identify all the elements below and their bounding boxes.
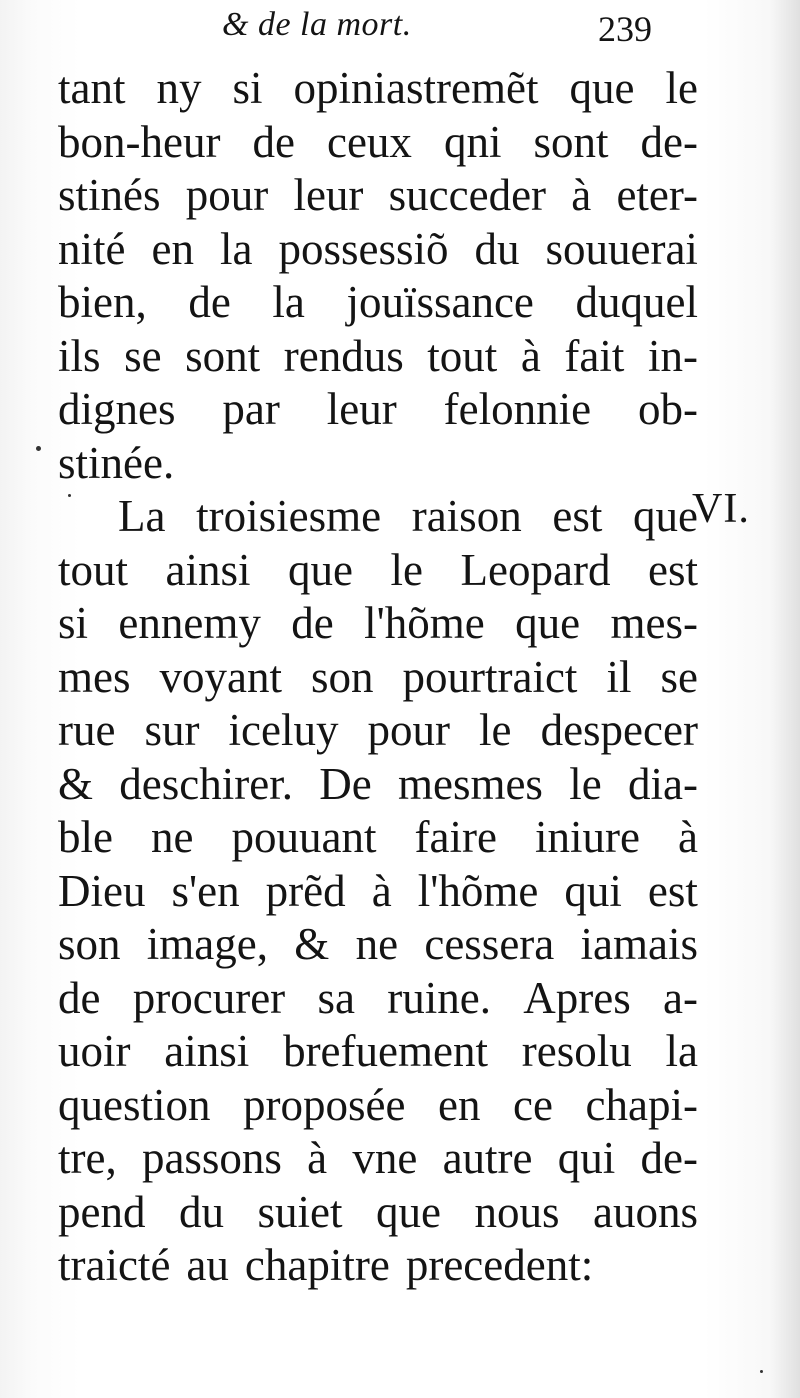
text-line	[58, 276, 698, 330]
text-word: vne	[352, 1133, 418, 1183]
text-word: tant	[58, 63, 126, 113]
text-word: in-	[647, 330, 698, 381]
text-line	[58, 758, 698, 812]
text-line	[58, 383, 698, 437]
text-word: le	[665, 63, 698, 113]
text-word: question	[58, 1079, 211, 1130]
text-word: la	[665, 1026, 698, 1076]
text-word: ceux	[326, 116, 412, 167]
text-word: de	[291, 598, 334, 648]
text-word: en	[151, 223, 194, 274]
text-word: Leopard	[460, 544, 611, 595]
text-word: bien,	[58, 277, 147, 327]
text-word: sa	[317, 972, 355, 1023]
text-word: l'hõme	[364, 598, 485, 648]
text-word: de	[188, 277, 231, 327]
text-word: de	[58, 972, 101, 1023]
text-word: en	[438, 1079, 481, 1130]
text-word: Dieu	[58, 865, 146, 916]
text-word: se	[124, 330, 162, 381]
running-title: & de la mort.	[222, 6, 412, 43]
text-word: traicté	[58, 1240, 171, 1290]
text-line	[58, 651, 698, 705]
text-word: dia-	[627, 758, 698, 809]
text-word: stinée.	[58, 437, 175, 488]
text-word: le	[569, 758, 602, 809]
text-word: auons	[592, 1186, 698, 1237]
text-line	[58, 116, 698, 170]
text-word: raison	[411, 491, 522, 541]
text-word: felonnie	[443, 384, 592, 434]
text-word: à	[571, 170, 592, 220]
text-word: uoir	[58, 1026, 131, 1076]
text-word: &	[294, 919, 330, 969]
text-line	[58, 1186, 698, 1240]
text-word: prẽd	[265, 865, 346, 916]
text-word: pour	[185, 170, 269, 220]
text-word: est	[647, 544, 698, 595]
text-word: Apres	[523, 972, 631, 1023]
text-word: jouïssance	[346, 277, 534, 327]
text-word: qui	[557, 1133, 616, 1183]
text-word: mes-	[610, 598, 698, 648]
text-word: ainsi	[164, 1026, 250, 1076]
text-word: qui	[564, 865, 622, 916]
text-word: faire	[414, 812, 497, 862]
text-word: voyant	[159, 651, 282, 702]
running-head	[0, 2, 800, 48]
text-word: est	[552, 491, 603, 541]
text-word: dignes	[58, 384, 176, 434]
text-word: succeder	[388, 170, 547, 220]
text-word: chapitre	[244, 1240, 390, 1290]
text-line	[58, 918, 698, 972]
text-word: pourtraict	[402, 651, 578, 702]
text-word: de-	[640, 1133, 698, 1183]
text-word: autre	[442, 1133, 533, 1183]
text-line	[58, 1025, 698, 1079]
text-word: ruine.	[387, 972, 491, 1023]
text-word: que	[569, 63, 635, 113]
text-word: cessera	[424, 919, 555, 969]
text-word: duquel	[575, 277, 698, 327]
text-line	[58, 223, 698, 277]
text-word: ce	[513, 1079, 553, 1130]
text-word: mesmes	[397, 758, 543, 809]
text-word: fait	[564, 330, 625, 381]
text-word: image,	[146, 919, 268, 969]
text-word: proposée	[243, 1079, 406, 1130]
text-word: procurer	[132, 972, 286, 1023]
text-word: suiet	[257, 1186, 343, 1237]
text-word: le	[479, 705, 512, 755]
text-word: que	[515, 598, 581, 648]
text-word: a-	[662, 972, 698, 1023]
text-word: rendus	[283, 330, 404, 381]
text-line	[58, 62, 698, 116]
text-line	[58, 597, 698, 651]
text-word: se	[660, 651, 698, 702]
marginal-section-number: VI.	[692, 486, 750, 532]
text-word: à	[371, 865, 392, 916]
text-line	[58, 1132, 698, 1186]
text-line	[58, 544, 698, 598]
text-word: deschirer.	[119, 758, 293, 809]
ink-speck	[760, 1370, 763, 1373]
text-line	[58, 169, 698, 223]
text-word: de	[252, 116, 295, 167]
text-word: la	[219, 223, 253, 274]
text-word: &	[58, 758, 94, 809]
text-word: nous	[474, 1186, 560, 1237]
text-word: à	[678, 812, 698, 862]
text-word: pouuant	[231, 812, 377, 862]
text-word: opiniastremẽt	[293, 63, 539, 113]
text-line	[58, 704, 698, 758]
text-word: ble	[58, 812, 113, 862]
text-word: ne	[151, 812, 194, 862]
text-word: iceluy	[228, 705, 339, 755]
text-word: mes	[58, 651, 131, 702]
text-word: sont	[533, 116, 609, 167]
text-word: nité	[58, 223, 126, 274]
body-text	[58, 62, 698, 1293]
text-word: est	[647, 865, 698, 916]
text-word: pour	[367, 705, 451, 755]
text-word: despecer	[540, 705, 698, 755]
text-word: son	[58, 919, 121, 969]
page-edge-shadow	[770, 0, 800, 1398]
text-word: sont	[185, 330, 261, 381]
text-line	[58, 330, 698, 384]
text-word: pend	[58, 1186, 146, 1237]
text-word: tre,	[58, 1133, 117, 1183]
text-word: iamais	[580, 919, 698, 969]
ink-speck	[68, 494, 71, 497]
text-word: sur	[144, 705, 200, 755]
text-line	[58, 1239, 698, 1293]
text-word: de-	[640, 116, 698, 167]
text-word: ny	[156, 63, 202, 113]
text-word: si	[58, 598, 89, 648]
text-word: il	[606, 651, 632, 702]
text-word: qni	[443, 116, 502, 167]
text-line	[58, 437, 698, 491]
text-word: que	[632, 491, 698, 541]
text-line	[58, 811, 698, 865]
text-word: tout	[427, 330, 498, 381]
text-word: ne	[355, 919, 399, 969]
text-word: ob-	[638, 384, 698, 434]
text-word: du	[474, 223, 520, 274]
text-word: troisiesme	[196, 491, 382, 541]
text-line	[58, 490, 698, 544]
text-line	[58, 865, 698, 919]
text-word: par	[222, 384, 280, 434]
page-number: 239	[598, 9, 652, 49]
text-word: La	[118, 491, 166, 541]
text-word: iniure	[535, 812, 640, 862]
text-word: De	[319, 758, 372, 809]
text-word: precedent:	[405, 1240, 594, 1290]
text-word: resolu	[521, 1026, 632, 1076]
text-word: ils	[58, 330, 101, 381]
text-word: au	[186, 1240, 229, 1290]
text-word: leur	[293, 170, 364, 220]
text-word: du	[178, 1186, 224, 1237]
text-word: à	[307, 1133, 328, 1183]
text-word: stinés	[58, 170, 161, 220]
text-word: s'en	[171, 865, 240, 916]
text-word: tout	[58, 544, 129, 595]
text-word: souuerai	[545, 223, 698, 274]
text-word: que	[288, 544, 354, 595]
text-word: possessiõ	[278, 223, 449, 274]
ink-speck	[36, 446, 41, 451]
text-word: ainsi	[165, 544, 251, 595]
text-line	[58, 972, 698, 1026]
text-word: à	[520, 330, 541, 381]
text-word: le	[390, 544, 424, 595]
text-word: bon-heur	[58, 116, 221, 167]
text-word: passons	[141, 1133, 282, 1183]
text-word: son	[310, 651, 374, 702]
text-word: eter-	[616, 170, 698, 220]
text-word: leur	[326, 384, 397, 434]
text-word: la	[272, 277, 305, 327]
text-word: chapi-	[585, 1079, 698, 1130]
text-word: l'hõme	[417, 865, 539, 916]
text-word: ennemy	[118, 598, 261, 648]
text-word: que	[375, 1186, 441, 1237]
text-word: brefuement	[283, 1026, 488, 1076]
text-word: rue	[58, 705, 116, 755]
text-word: si	[232, 63, 263, 113]
text-line	[58, 1079, 698, 1133]
